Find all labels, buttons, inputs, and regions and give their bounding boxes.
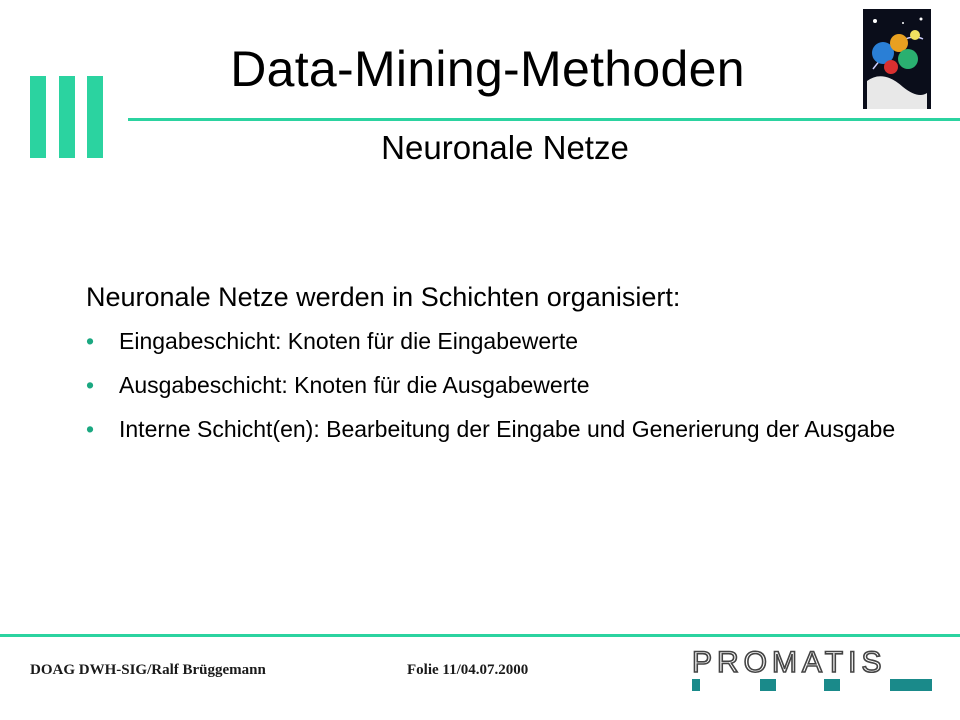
footer-divider <box>0 634 960 637</box>
bullet-dot-icon: • <box>86 328 95 354</box>
footer-slide-info: Folie 11/04.07.2000 <box>407 662 529 678</box>
list-item <box>86 370 926 400</box>
list-item-text: Interne Schicht(en): Bearbeitung der Eingabe und Generierung der Ausgabe <box>119 416 896 442</box>
slide-content <box>86 270 926 458</box>
list-item-text: Eingabeschicht: Knoten für die Eingabewerte <box>119 328 579 354</box>
bullet-dot-icon: • <box>86 416 95 442</box>
list-item <box>86 414 926 444</box>
title-divider <box>128 118 960 121</box>
molecule-image-icon <box>863 9 931 109</box>
promatis-wordmark: PROMATIS <box>692 646 887 679</box>
promatis-logo-icon <box>690 646 934 694</box>
bullet-dot-icon: • <box>86 372 95 398</box>
slide-subtitle: Neuronale Netze <box>381 129 629 166</box>
slide-title: Data-Mining-Methoden <box>230 41 745 97</box>
lead-paragraph: Neuronale Netze werden in Schichten organisiert: <box>86 282 681 312</box>
list-item <box>86 326 926 356</box>
bullet-list <box>86 326 926 444</box>
list-item-text: Ausgabeschicht: Knoten für die Ausgabewerte <box>119 372 590 398</box>
footer-author: DOAG DWH-SIG/Ralf Brüggemann <box>30 662 266 678</box>
